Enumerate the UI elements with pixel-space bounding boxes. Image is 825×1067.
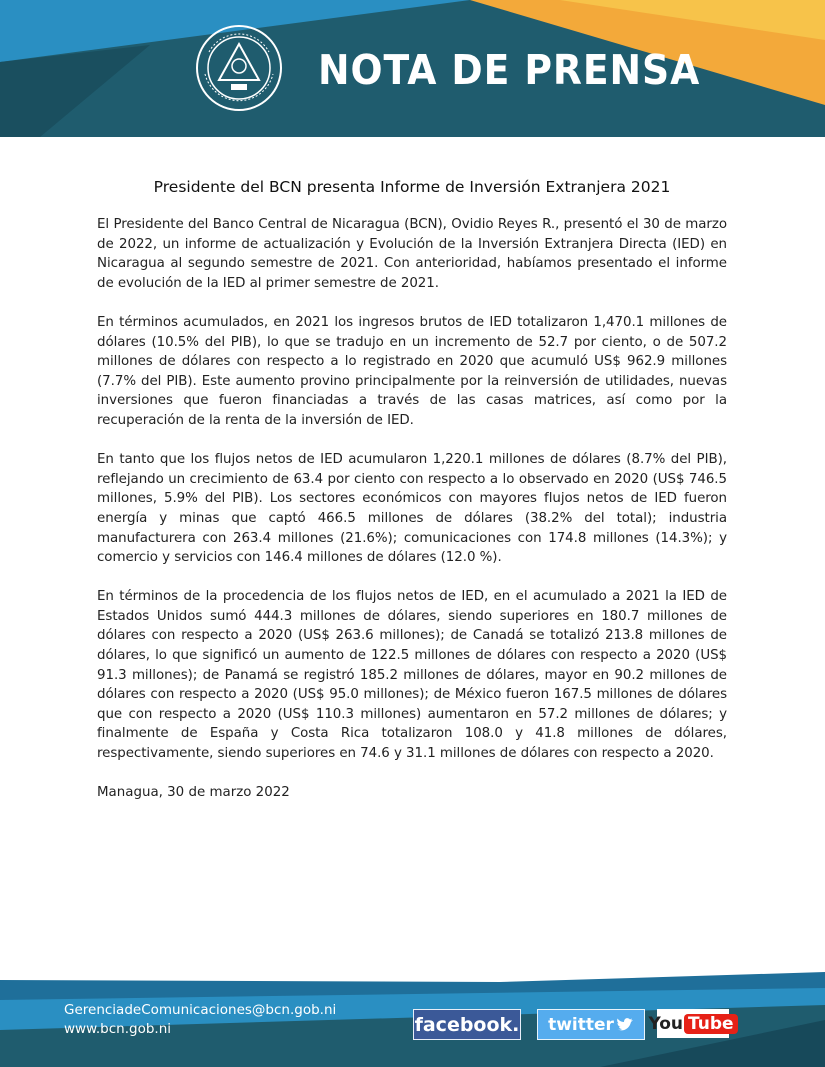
twitter-link[interactable] <box>537 1009 645 1040</box>
youtube-label-tube: Tube <box>684 1014 738 1034</box>
header-title: NOTA DE PRENSA <box>318 46 701 94</box>
paragraph-3: En tanto que los flujos netos de IED acumularon 1,220.1 millones de dólares (8.7% del PIB), reflejando un crecimiento de 63.4 por ciento con respecto a lo observado en 2020 (US$ 746.5 millones, 5.9% del PIB). Los sectores económicos con mayores flujos netos de IED fueron energía y minas que captó 466.5 millones de dólares (38.2% del total); industria manufacturera con 263.4 millones (21.6%); comunicaciones con 174.8 millones (14.3%); y comercio y servicios con 146.4 millones de dólares (12.0 %). <box>97 452 727 566</box>
footer-contact <box>64 1001 336 1039</box>
paragraph-4: En términos de la procedencia de los flujos netos de IED, en el acumulado a 2021 la IED de Estados Unidos sumó 444.3 millones de dólares, siendo superiores en 180.7 millones de dólares con respecto a 2020 (US$ 263.6 millones); de Canadá se totalizó 213.8 millones de dólares, lo que significó un aumento de 122.5 millones de dólares con respecto a 2020 (US$ 91.3 millones); de Panamá se registró 185.2 millones de dólares, mayor en 90.2 millones de dólares con respecto a 2020 (US$ 95.0 millones); de México fueron 167.5 millones de dólares que con respecto a 2020 (US$ 110.3 millones) aumentaron en 57.2 millones de dólares; y finalmente de España y Costa Rica totalizaron 108.0 y 41.8 millones de dólares, respectivamente, siendo superiores en 74.6 y 31.1 millones de dólares con respecto a 2020. <box>97 589 727 762</box>
website-link[interactable]: www.bcn.gob.ni <box>64 1021 172 1037</box>
paragraph-2: En términos acumulados, en 2021 los ingresos brutos de IED totalizaron 1,470.1 millones de dólares (10.5% del PIB), lo que se tradujo en un incremento de 52.7 por ciento, o de 507.2 millones de dólares con respecto a lo registrado en 2020 que acumuló US$ 962.9 millones (7.7% del PIB). Este aumento provino principalmente por la reinversión de utilidades, nuevas inversiones que fueron financiadas a través de las casas matrices, así como por la recuperación de la renta de la inversión de IED. <box>97 314 727 428</box>
facebook-link[interactable]: facebook. <box>413 1009 521 1040</box>
signoff-date: Managua, 30 de marzo 2022 <box>97 785 290 801</box>
paragraph-1: El Presidente del Banco Central de Nicaragua (BCN), Ovidio Reyes R., presentó el 30 de marzo de 2022, un informe de actualización y Evolución de la Inversión Extranjera Directa (IED) en Nicaragua al segundo semestre de 2021. Con anterioridad, habíamos presentado el informe de evolución de la IED al primer semestre de 2021. <box>97 217 727 291</box>
youtube-label-you: You <box>648 1013 683 1034</box>
document-title: Presidente del BCN presenta Informe de Inversión Extranjera 2021 <box>153 178 671 196</box>
twitter-bird-icon <box>616 1017 634 1033</box>
twitter-label: twitter <box>548 1014 614 1035</box>
press-release-header <box>0 0 825 137</box>
contact-email-link[interactable]: GerenciadeComunicaciones@bcn.gob.ni <box>64 1002 337 1018</box>
press-release-body <box>97 178 727 803</box>
bcn-seal-logo <box>195 24 283 112</box>
youtube-link[interactable] <box>648 1009 734 1038</box>
